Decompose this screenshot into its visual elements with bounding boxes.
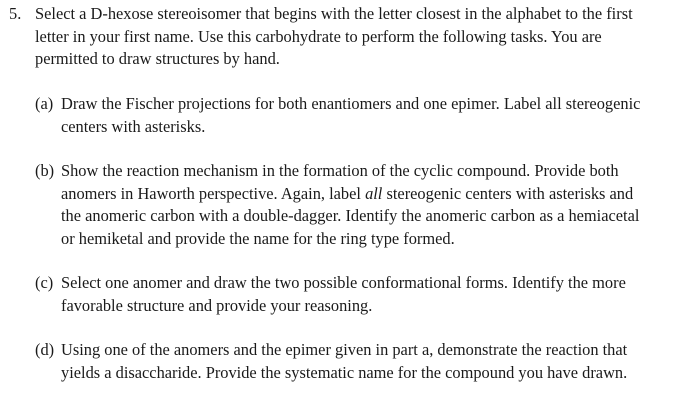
intro-line: permitted to draw structures by hand. xyxy=(35,49,280,68)
part-line: the anomeric carbon with a double-dagger. Identify the anomeric carbon as a hemiacetal xyxy=(61,206,640,225)
intro-line: letter in your first name. Use this carbohydrate to perform the following tasks. You are xyxy=(35,26,602,46)
part-c xyxy=(35,272,695,317)
part-d xyxy=(35,339,695,384)
part-line: centers with asterisks. xyxy=(61,116,206,136)
part-b xyxy=(35,160,695,250)
part-label: (d) xyxy=(35,340,55,359)
part-text: anomers in Haworth perspective. Again, label xyxy=(61,183,361,203)
part-body xyxy=(61,93,695,138)
part-line: Show the reaction mechanism in the formation of the cyclic compound. Provide both xyxy=(61,161,619,180)
part-body xyxy=(61,272,695,317)
part-line: favorable structure and provide your reasoning. xyxy=(61,295,373,315)
part-line: Using one of the anomers and the epimer given in part a, demonstrate the reaction that xyxy=(61,340,628,359)
intro-line: Select a D-hexose stereoisomer that begins with the letter closest in the alphabet to the first xyxy=(35,4,633,23)
question-number: 5. xyxy=(9,4,22,23)
part-label: (a) xyxy=(35,94,54,113)
part-text: stereogenic centers with asterisks and xyxy=(386,183,634,203)
part-label: (c) xyxy=(35,273,54,292)
part-body xyxy=(61,160,695,250)
part-line: or hemiketal and provide the name for the ring type formed. xyxy=(61,228,455,248)
part-line xyxy=(61,183,695,206)
part-line: yields a disaccharide. Provide the systematic name for the compound you have drawn. xyxy=(61,362,628,382)
part-label: (b) xyxy=(35,161,55,180)
part-line: Select one anomer and draw the two possible conformational forms. Identify the more xyxy=(61,273,626,292)
part-body xyxy=(61,339,695,384)
part-a xyxy=(35,93,695,138)
question-intro xyxy=(35,3,695,71)
part-line: Draw the Fischer projections for both enantiomers and one epimer. Label all stereogenic xyxy=(61,94,641,113)
emphasis-all: all xyxy=(365,183,383,203)
